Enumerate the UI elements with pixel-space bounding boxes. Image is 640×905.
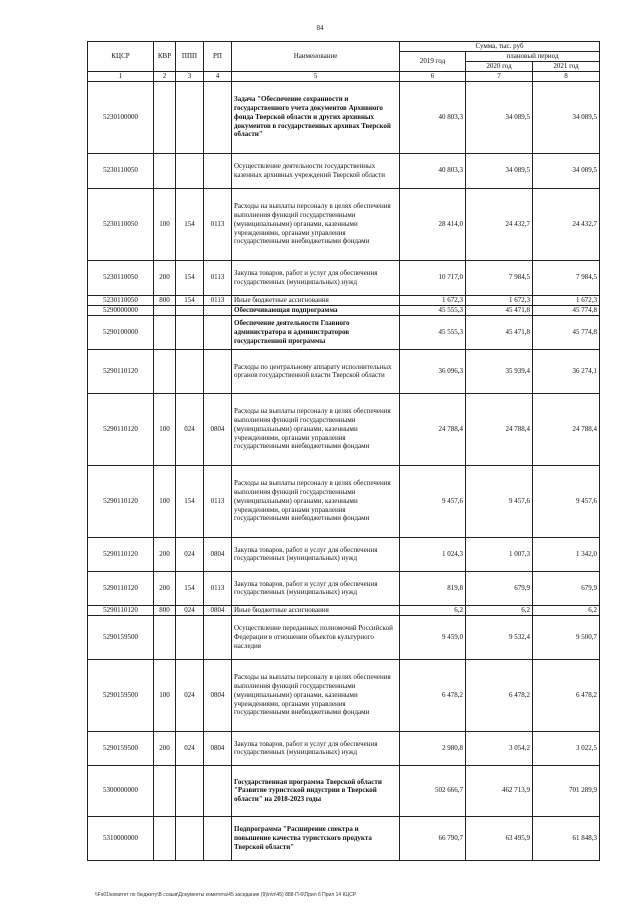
footer-file-path: \\Fs01\комитет по бюджету\В созыв\Документы комитета\45 заседание (9)\п\п\45) 888-П-6\Прил 6 Прил 14 КЦСР (95, 892, 357, 898)
table-row (88, 260, 600, 295)
table-row (88, 659, 600, 731)
row-value-2020: 24 432,7 (466, 188, 533, 260)
row-ppp: 154 (176, 260, 204, 295)
row-name: Закупка товаров, работ и услуг для обеспечения государственных (муниципальных) нужд (232, 571, 400, 605)
row-kcsr: 5290110120 (88, 537, 154, 571)
row-value-2021: 3 022,5 (533, 731, 600, 765)
colnum: 8 (533, 72, 600, 82)
row-value-2020: 24 788,4 (466, 393, 533, 465)
row-kcsr: 5290000000 (88, 305, 154, 315)
row-kcsr: 5230110050 (88, 188, 154, 260)
table-row (88, 315, 600, 349)
header-sum: Сумма, тыс. руб (400, 42, 600, 52)
row-value-2021: 9 457,6 (533, 465, 600, 537)
row-kvr: 800 (154, 295, 176, 305)
row-rp (204, 765, 232, 816)
colnum: 3 (176, 72, 204, 82)
row-value-2020: 6,2 (466, 605, 533, 615)
row-kcsr: 5290100000 (88, 315, 154, 349)
row-value-2020: 45 471,8 (466, 305, 533, 315)
row-value-2020: 6 478,2 (466, 659, 533, 731)
row-kvr: 100 (154, 393, 176, 465)
row-kcsr: 5230100000 (88, 81, 154, 153)
table-header (88, 42, 600, 82)
row-value-2019: 24 788,4 (400, 393, 466, 465)
header-rp: РП (204, 42, 232, 72)
row-value-2019: 502 666,7 (400, 765, 466, 816)
row-value-2021: 45 774,8 (533, 305, 600, 315)
row-kvr: 200 (154, 571, 176, 605)
row-kcsr: 5310000000 (88, 816, 154, 860)
row-kvr (154, 315, 176, 349)
row-kvr (154, 765, 176, 816)
row-name: Иные бюджетные ассигнования (232, 605, 400, 615)
row-name: Обеспечение деятельности Главного администратора и администраторов государственной программы (232, 315, 400, 349)
row-kvr: 200 (154, 731, 176, 765)
table-row (88, 349, 600, 393)
row-value-2020: 63 495,9 (466, 816, 533, 860)
row-value-2020: 1 007,3 (466, 537, 533, 571)
row-name: Осуществление переданных полномочий Российской Федерации в отношении объектов культурного наследия (232, 615, 400, 659)
row-ppp: 154 (176, 571, 204, 605)
row-value-2021: 679,9 (533, 571, 600, 605)
row-value-2021: 34 089,5 (533, 153, 600, 188)
row-kvr (154, 349, 176, 393)
row-kcsr: 5230110050 (88, 153, 154, 188)
table-row (88, 393, 600, 465)
row-value-2021: 9 500,7 (533, 615, 600, 659)
row-name: Задача "Обеспечение сохранности и государственного учета документов Архивного фонда Тверской области и других архивных документов в государственных архивах Тверской области" (232, 81, 400, 153)
row-rp: 0113 (204, 188, 232, 260)
table-row (88, 615, 600, 659)
row-value-2021: 6 478,2 (533, 659, 600, 731)
table-row (88, 188, 600, 260)
header-planned-period: плановый период (466, 52, 600, 62)
table-body (88, 81, 600, 860)
row-kvr: 100 (154, 659, 176, 731)
row-value-2019: 10 717,0 (400, 260, 466, 295)
row-kcsr: 5290110120 (88, 393, 154, 465)
budget-table (87, 41, 600, 861)
row-value-2021: 6,2 (533, 605, 600, 615)
row-kcsr: 5290110120 (88, 571, 154, 605)
row-kvr (154, 81, 176, 153)
header-year-2021: 2021 год (533, 62, 600, 72)
row-name: Расходы на выплаты персоналу в целях обеспечения выполнения функций государственными (муниципальными) органами, казенными учреждениями, органами управления государственными внебюджетными фондами (232, 393, 400, 465)
row-rp (204, 816, 232, 860)
row-kvr: 100 (154, 465, 176, 537)
row-rp (204, 615, 232, 659)
row-rp: 0113 (204, 465, 232, 537)
row-name: Подпрограмма "Расширение спектра и повышение качества туристского продукта Тверской области" (232, 816, 400, 860)
row-value-2020: 9 532,4 (466, 615, 533, 659)
row-rp: 0113 (204, 260, 232, 295)
row-value-2021: 45 774,8 (533, 315, 600, 349)
colnum: 5 (232, 72, 400, 82)
row-rp: 0804 (204, 393, 232, 465)
row-rp (204, 305, 232, 315)
row-ppp (176, 349, 204, 393)
row-name: Закупка товаров, работ и услуг для обеспечения государственных (муниципальных) нужд (232, 731, 400, 765)
row-ppp (176, 765, 204, 816)
row-value-2019: 1 672,3 (400, 295, 466, 305)
row-kvr (154, 305, 176, 315)
row-rp (204, 349, 232, 393)
row-name: Обеспечивающая подпрограмма (232, 305, 400, 315)
row-value-2019: 45 555,3 (400, 315, 466, 349)
table-row (88, 305, 600, 315)
row-kcsr: 5230110050 (88, 295, 154, 305)
table-row (88, 731, 600, 765)
row-kcsr: 5290110120 (88, 349, 154, 393)
row-kvr: 800 (154, 605, 176, 615)
row-ppp (176, 305, 204, 315)
row-name: Расходы на выплаты персоналу в целях обеспечения выполнения функций государственными (муниципальными) органами, казенными учреждениями, органами управления государственными внебюджетными фондами (232, 659, 400, 731)
row-value-2020: 679,9 (466, 571, 533, 605)
row-value-2020: 34 089,5 (466, 153, 533, 188)
row-ppp: 024 (176, 659, 204, 731)
row-ppp: 024 (176, 731, 204, 765)
row-value-2019: 6,2 (400, 605, 466, 615)
row-value-2021: 1 672,3 (533, 295, 600, 305)
row-value-2020: 3 054,2 (466, 731, 533, 765)
row-value-2021: 24 788,4 (533, 393, 600, 465)
row-rp: 0804 (204, 605, 232, 615)
table-row (88, 537, 600, 571)
row-name: Расходы на выплаты персоналу в целях обеспечения выполнения функций государственными (муниципальными) органами, казенными учреждениями, органами управления государственными внебюджетными фондами (232, 465, 400, 537)
row-value-2020: 35 939,4 (466, 349, 533, 393)
header-year-2020: 2020 год (466, 62, 533, 72)
row-kvr: 100 (154, 188, 176, 260)
row-rp: 0804 (204, 659, 232, 731)
row-value-2021: 24 432,7 (533, 188, 600, 260)
row-value-2020: 462 713,9 (466, 765, 533, 816)
row-rp: 0804 (204, 731, 232, 765)
row-value-2020: 45 471,8 (466, 315, 533, 349)
table-row (88, 605, 600, 615)
header-kcsr: КЦСР (88, 42, 154, 72)
row-ppp: 154 (176, 465, 204, 537)
row-value-2019: 28 414,0 (400, 188, 466, 260)
header-year-2019: 2019 год (400, 52, 466, 72)
table-row (88, 153, 600, 188)
row-rp (204, 81, 232, 153)
row-rp (204, 315, 232, 349)
row-rp: 0113 (204, 295, 232, 305)
colnum: 7 (466, 72, 533, 82)
row-value-2019: 66 790,7 (400, 816, 466, 860)
table-row (88, 465, 600, 537)
row-kcsr: 5230110050 (88, 260, 154, 295)
row-value-2019: 6 478,2 (400, 659, 466, 731)
row-name: Государственная программа Тверской области "Развитие туристской индустрии в Тверской области" на 2018-2023 годы (232, 765, 400, 816)
row-value-2019: 1 024,3 (400, 537, 466, 571)
row-kvr: 200 (154, 260, 176, 295)
table-row (88, 295, 600, 305)
row-value-2019: 36 096,3 (400, 349, 466, 393)
row-kcsr: 5290110120 (88, 465, 154, 537)
row-value-2020: 1 672,3 (466, 295, 533, 305)
row-kcsr: 5290110120 (88, 605, 154, 615)
row-ppp: 154 (176, 188, 204, 260)
row-name: Закупка товаров, работ и услуг для обеспечения государственных (муниципальных) нужд (232, 537, 400, 571)
row-value-2021: 701 289,9 (533, 765, 600, 816)
colnum: 6 (400, 72, 466, 82)
row-value-2020: 34 089,5 (466, 81, 533, 153)
row-kcsr: 5290159500 (88, 731, 154, 765)
row-value-2021: 1 342,0 (533, 537, 600, 571)
table-row (88, 765, 600, 816)
header-ppp: ППП (176, 42, 204, 72)
row-kvr (154, 615, 176, 659)
header-kvr: КВР (154, 42, 176, 72)
colnum: 4 (204, 72, 232, 82)
row-name: Закупка товаров, работ и услуг для обеспечения государственных (муниципальных) нужд (232, 260, 400, 295)
row-value-2021: 61 848,3 (533, 816, 600, 860)
page-number: 84 (316, 24, 324, 32)
row-value-2021: 34 089,5 (533, 81, 600, 153)
row-kcsr: 5290159500 (88, 659, 154, 731)
row-value-2019: 819,8 (400, 571, 466, 605)
row-value-2019: 9 457,6 (400, 465, 466, 537)
row-kcsr: 5300000000 (88, 765, 154, 816)
row-kcsr: 5290159500 (88, 615, 154, 659)
row-kvr: 200 (154, 537, 176, 571)
row-name: Иные бюджетные ассигнования (232, 295, 400, 305)
colnum: 2 (154, 72, 176, 82)
row-value-2019: 40 803,3 (400, 81, 466, 153)
row-ppp: 024 (176, 393, 204, 465)
row-kvr (154, 153, 176, 188)
row-ppp (176, 81, 204, 153)
row-value-2020: 7 984,5 (466, 260, 533, 295)
table-row (88, 816, 600, 860)
row-name: Осуществление деятельности государственных казенных архивных учреждений Тверской области (232, 153, 400, 188)
row-value-2021: 36 274,1 (533, 349, 600, 393)
row-ppp: 024 (176, 537, 204, 571)
row-ppp (176, 615, 204, 659)
row-ppp: 154 (176, 295, 204, 305)
row-ppp (176, 153, 204, 188)
row-ppp (176, 315, 204, 349)
row-rp: 0113 (204, 571, 232, 605)
row-name: Расходы по центральному аппарату исполнительных органов государственной власти Тверской области (232, 349, 400, 393)
row-rp: 0804 (204, 537, 232, 571)
row-value-2019: 40 803,3 (400, 153, 466, 188)
row-ppp (176, 816, 204, 860)
row-value-2021: 7 984,5 (533, 260, 600, 295)
row-rp (204, 153, 232, 188)
colnum: 1 (88, 72, 154, 82)
row-ppp: 024 (176, 605, 204, 615)
header-name: Наименование (232, 42, 400, 72)
row-value-2020: 9 457,6 (466, 465, 533, 537)
table-row (88, 571, 600, 605)
row-name: Расходы на выплаты персоналу в целях обеспечения выполнения функций государственными (муниципальными) органами, казенными учреждениями, органами управления государственными внебюджетными фондами (232, 188, 400, 260)
row-kvr (154, 816, 176, 860)
row-value-2019: 45 555,3 (400, 305, 466, 315)
row-value-2019: 2 980,8 (400, 731, 466, 765)
row-value-2019: 9 459,0 (400, 615, 466, 659)
table-row (88, 81, 600, 153)
